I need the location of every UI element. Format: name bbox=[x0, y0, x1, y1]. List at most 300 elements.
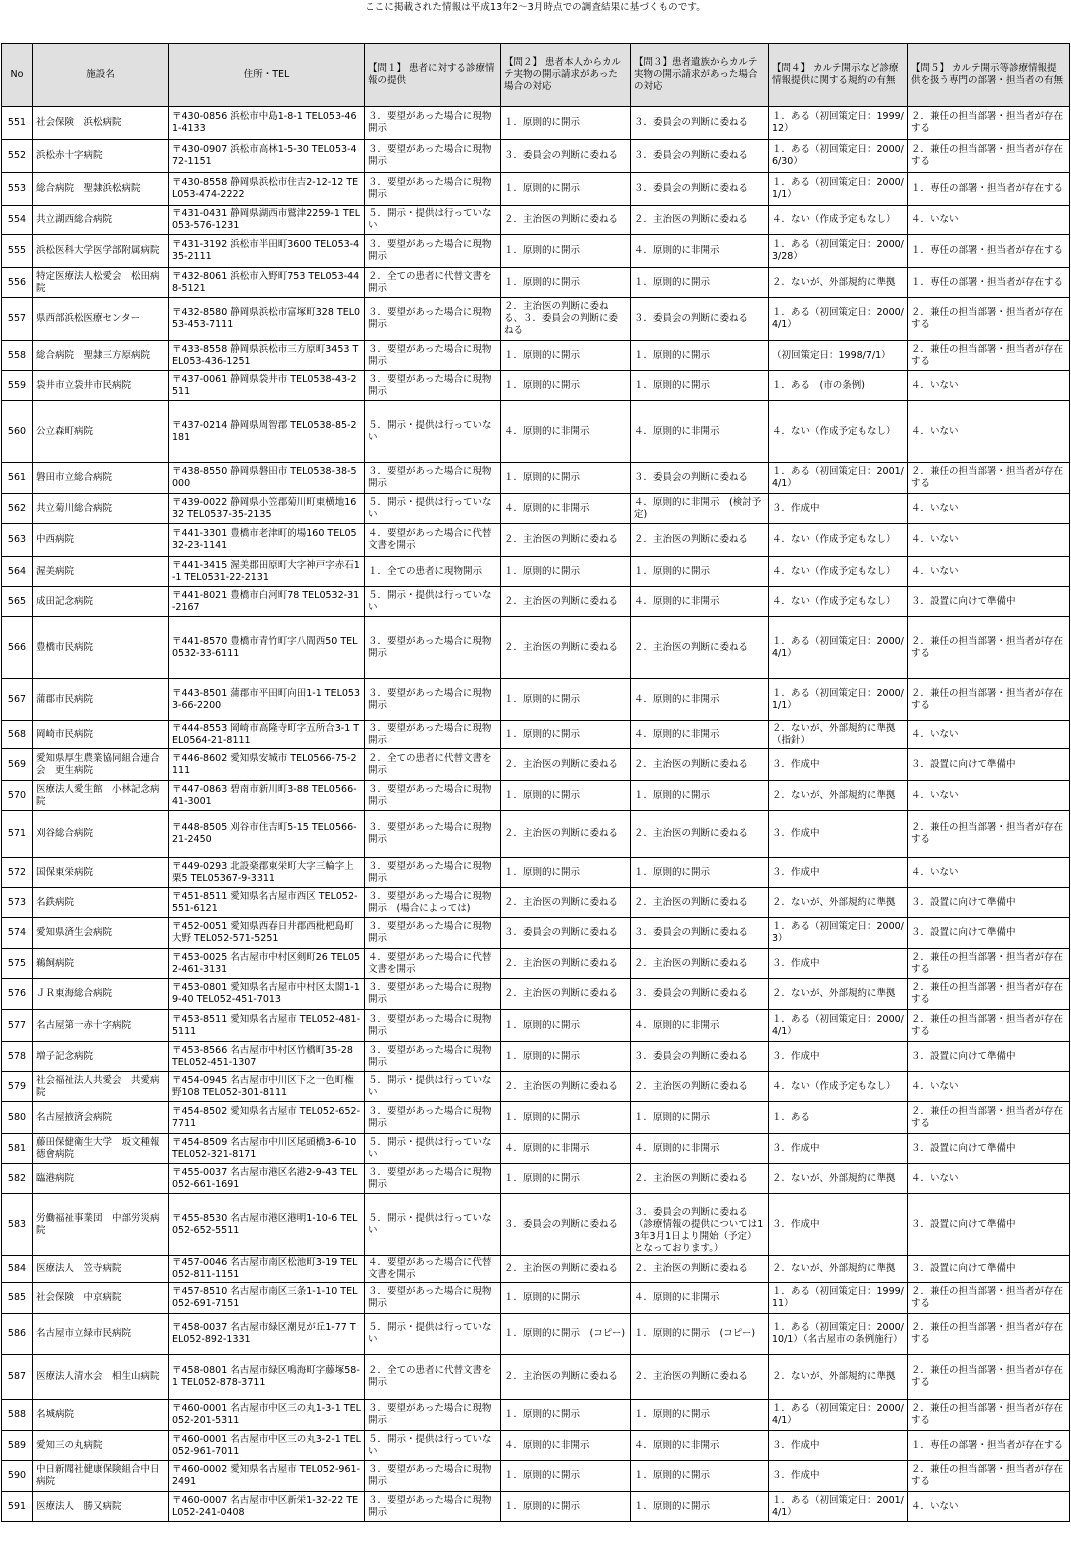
cell-q5-text: ３．設置に向けて準備中 bbox=[911, 1263, 1016, 1274]
cell-q4-text: ３．作成中 bbox=[772, 1439, 820, 1451]
cell-name bbox=[33, 587, 169, 617]
cell-q1 bbox=[365, 1194, 501, 1256]
cell-q2-text: ２．主治医の判断に委ねる bbox=[504, 1371, 619, 1382]
cell-no-text: 562 bbox=[7, 502, 27, 514]
cell-q1-text: １．全ての患者に現物開示 bbox=[368, 565, 483, 577]
cell-q3-text: ４．原則的に非開示 bbox=[634, 1019, 720, 1031]
cell-q3 bbox=[631, 401, 769, 463]
cell-q5-text: ３．設置に向けて準備中 bbox=[911, 1050, 1016, 1062]
cell-no-text: 574 bbox=[7, 927, 27, 938]
cell-q5-text: ４．いない bbox=[911, 425, 959, 437]
cell-q4-text: ２．ないが、外部規約に準拠 bbox=[772, 276, 896, 288]
cell-no-text: 591 bbox=[7, 1500, 27, 1512]
cell-q5-text: ３．設置に向けて準備中 bbox=[911, 1218, 1016, 1230]
cell-q2 bbox=[501, 858, 631, 888]
cell-q1 bbox=[365, 557, 501, 587]
cell-q4-text: １．ある（初回策定日：2000/3） bbox=[772, 921, 904, 944]
cell-q2-text: ２．主治医の判断に委ねる bbox=[504, 1080, 619, 1092]
table-row bbox=[2, 918, 1070, 949]
cell-name-text: 総合病院 聖隷三方原病院 bbox=[36, 349, 151, 361]
cell-name-text: 総合病院 聖隷浜松病院 bbox=[36, 183, 141, 194]
cell-q3-text: ４．原則的に非開示 bbox=[634, 1142, 720, 1154]
cell-name-text: 社会保険 浜松病院 bbox=[36, 117, 122, 128]
cell-q5-text: １．専任の部署・担当者が存在する bbox=[911, 183, 1064, 194]
cell-address-text: 〒441-3415 渥美郡田原町大字神戸字赤石1-1 TEL0531-22-2131 bbox=[172, 559, 360, 583]
cell-q5 bbox=[908, 371, 1070, 401]
table-row bbox=[2, 463, 1070, 494]
cell-no-text: 571 bbox=[7, 828, 27, 839]
cell-q3-text: １．原則的に開示 bbox=[634, 276, 711, 288]
cell-address-text: 〒441-8570 豊橋市青竹町字八間西50 TEL0532-33-6111 bbox=[172, 635, 358, 659]
cell-q2 bbox=[501, 341, 631, 371]
table-row bbox=[2, 749, 1070, 781]
cell-q2 bbox=[501, 1072, 631, 1102]
cell-q3 bbox=[631, 679, 769, 721]
cell-q1 bbox=[365, 1492, 501, 1522]
header-row bbox=[2, 44, 1070, 107]
cell-no-text: 567 bbox=[7, 693, 27, 705]
cell-no bbox=[2, 107, 33, 140]
cell-q5 bbox=[908, 721, 1070, 749]
table-row bbox=[2, 811, 1070, 858]
cell-q2 bbox=[501, 206, 631, 235]
cell-name-text: 公立森町病院 bbox=[36, 425, 94, 437]
cell-q3 bbox=[631, 341, 769, 371]
table-row bbox=[2, 1042, 1070, 1072]
cell-q2-text: １．原則的に開示 bbox=[504, 245, 581, 256]
cell-q4-text: ２．ないが、外部規約に準拠 bbox=[772, 1371, 896, 1382]
cell-q5 bbox=[908, 858, 1070, 888]
cell-address bbox=[169, 679, 365, 721]
cell-address bbox=[169, 206, 365, 235]
cell-address bbox=[169, 781, 365, 811]
cell-q1-text: ３．要望があった場合に現物開示 bbox=[368, 1494, 492, 1518]
cell-q5-text: ４．いない bbox=[911, 1172, 959, 1184]
cell-address bbox=[169, 1461, 365, 1492]
cell-q5-text: ２．兼任の担当部署・担当者が存在する bbox=[911, 144, 1064, 167]
cell-q4 bbox=[769, 1134, 908, 1164]
cell-name bbox=[33, 679, 169, 721]
cell-q1-text: ３．要望があった場合に現物開示 bbox=[368, 466, 492, 489]
cell-address-text: 〒458-0801 名古屋市緑区鳴海町字藤塚58-1 TEL052-878-3711 bbox=[172, 1365, 360, 1388]
cell-q5-text: ４．いない bbox=[911, 866, 959, 878]
cell-q4-text: ４．ない（作成予定もなし） bbox=[772, 1080, 896, 1092]
cell-address bbox=[169, 463, 365, 494]
cell-name-text: 蒲郡市民病院 bbox=[36, 693, 94, 705]
cell-q3 bbox=[631, 1355, 769, 1400]
cell-q3-text: ２．主治医の判断に委ねる bbox=[634, 641, 749, 653]
cell-q2-text: ２．主治医の判断に委ねる bbox=[504, 988, 619, 999]
cell-q4-text: ２．ないが、外部規約に準拠（指針） bbox=[772, 722, 896, 746]
cell-q4 bbox=[769, 1461, 908, 1492]
table-row bbox=[2, 721, 1070, 749]
cell-q3-text: ３．委員会の判断に委ねる bbox=[634, 927, 749, 938]
cell-no bbox=[2, 401, 33, 463]
cell-q5 bbox=[908, 979, 1070, 1010]
cell-q1-text: ３．要望があった場合に現物開示 bbox=[368, 860, 492, 884]
cell-no bbox=[2, 235, 33, 268]
cell-no-text: 564 bbox=[7, 565, 27, 577]
cell-name-text: 磐田市立総合病院 bbox=[36, 472, 113, 483]
cell-q5-text: ３．設置に向けて準備中 bbox=[911, 1142, 1016, 1154]
cell-name-text: 刈谷総合病院 bbox=[36, 828, 94, 839]
cell-name bbox=[33, 949, 169, 979]
cell-q1-text: ３．要望があった場合に現物開示 bbox=[368, 1286, 492, 1309]
cell-q2 bbox=[501, 749, 631, 781]
cell-q2-text: １．原則的に開示 bbox=[504, 1409, 581, 1420]
cell-q4 bbox=[769, 721, 908, 749]
cell-q3 bbox=[631, 1283, 769, 1314]
cell-name-text: 医療法人 笠寺病院 bbox=[36, 1263, 122, 1274]
cell-address bbox=[169, 1283, 365, 1314]
cell-q5 bbox=[908, 1431, 1070, 1461]
cell-q4-text: １．ある（初回策定日：2000/4/1） bbox=[772, 307, 904, 330]
cell-no bbox=[2, 781, 33, 811]
cell-q1-text: ５．開示・提供は行っていない bbox=[368, 419, 492, 443]
cell-no-text: 556 bbox=[7, 276, 27, 288]
cell-q1 bbox=[365, 1314, 501, 1355]
cell-q4 bbox=[769, 1256, 908, 1283]
cell-q2-text: ２．主治医の判断に委ねる bbox=[504, 534, 619, 545]
cell-q2-text: ３．委員会の判断に委ねる bbox=[504, 1218, 619, 1230]
cell-name bbox=[33, 268, 169, 298]
cell-address bbox=[169, 235, 365, 268]
cell-name-text: ＪＲ東海総合病院 bbox=[36, 988, 113, 999]
cell-q5 bbox=[908, 1492, 1070, 1522]
cell-q5 bbox=[908, 1400, 1070, 1431]
cell-address-text: 〒449-0293 北設楽郡東栄町大字三輪字上栗5 TEL05367-9-3311 bbox=[172, 860, 354, 884]
cell-q4 bbox=[769, 298, 908, 341]
table-row bbox=[2, 587, 1070, 617]
cell-no bbox=[2, 679, 33, 721]
cell-no bbox=[2, 721, 33, 749]
cell-q5-text: １．専任の部署・担当者が存在する bbox=[911, 1439, 1064, 1451]
cell-q3 bbox=[631, 1072, 769, 1102]
cell-q3-text: １．原則的に開示 bbox=[634, 789, 711, 801]
cell-address-text: 〒460-0001 名古屋市中区三の丸1-3-1 TEL052-201-5311 bbox=[172, 1403, 361, 1426]
cell-q2-text: ３．委員会の判断に委ねる bbox=[504, 150, 619, 161]
cell-no bbox=[2, 298, 33, 341]
table-row bbox=[2, 617, 1070, 679]
cell-q5-text: ４．いない bbox=[911, 1500, 959, 1512]
cell-q1 bbox=[365, 1042, 501, 1072]
cell-q1 bbox=[365, 1256, 501, 1283]
cell-q2-text: ４．原則的に非開示 bbox=[504, 502, 590, 514]
cell-q3 bbox=[631, 1134, 769, 1164]
cell-q2-text: ３．委員会の判断に委ねる bbox=[504, 927, 619, 938]
cell-q5 bbox=[908, 1042, 1070, 1072]
cell-q3 bbox=[631, 781, 769, 811]
cell-q3-text: １．原則的に開示 bbox=[634, 565, 711, 577]
table-row bbox=[2, 1134, 1070, 1164]
cell-q5-text: ２．兼任の担当部署・担当者が存在する bbox=[911, 1403, 1064, 1426]
cell-q1-text: ５．開示・提供は行っていない bbox=[368, 496, 492, 520]
cell-q3 bbox=[631, 524, 769, 557]
cell-no bbox=[2, 268, 33, 298]
cell-q5 bbox=[908, 341, 1070, 371]
cell-q2 bbox=[501, 1164, 631, 1194]
cell-q1 bbox=[365, 1072, 501, 1102]
cell-q4-text: ３．作成中 bbox=[772, 866, 820, 878]
cell-address-text: 〒448-8505 刈谷市住吉町5-15 TEL0566-21-2450 bbox=[172, 822, 357, 845]
cell-q4-text: ３．作成中 bbox=[772, 828, 820, 839]
table-row bbox=[2, 341, 1070, 371]
cell-q3-text: ３．委員会の判断に委ねる bbox=[634, 313, 749, 324]
cell-q3 bbox=[631, 140, 769, 173]
cell-q2-text: ２．主治医の判断に委ねる、３．委員会の判断に委ねる bbox=[504, 301, 619, 336]
cell-q1 bbox=[365, 1283, 501, 1314]
cell-q2 bbox=[501, 679, 631, 721]
cell-q3-text: ４．原則的に非開示 bbox=[634, 245, 720, 256]
cell-q5 bbox=[908, 587, 1070, 617]
cell-no bbox=[2, 749, 33, 781]
cell-q1 bbox=[365, 888, 501, 918]
cell-address bbox=[169, 979, 365, 1010]
cell-q5-text: ２．兼任の担当部署・担当者が存在する bbox=[911, 1013, 1064, 1037]
table-row bbox=[2, 1492, 1070, 1522]
cell-q1 bbox=[365, 107, 501, 140]
table-row bbox=[2, 1283, 1070, 1314]
table-row bbox=[2, 1400, 1070, 1431]
cell-q2-text: ２．主治医の判断に委ねる bbox=[504, 595, 619, 607]
cell-no bbox=[2, 1010, 33, 1042]
cell-address-text: 〒430-8558 静岡県浜松市住吉2-12-12 TEL053-474-2222 bbox=[172, 177, 359, 200]
cell-q5 bbox=[908, 524, 1070, 557]
cell-q5 bbox=[908, 811, 1070, 858]
cell-q5 bbox=[908, 107, 1070, 140]
cell-address-text: 〒433-8558 静岡県浜松市三方原町3453 TEL053-436-1251 bbox=[172, 343, 359, 367]
cell-q5 bbox=[908, 268, 1070, 298]
cell-q3-text: ２．主治医の判断に委ねる bbox=[634, 1263, 749, 1274]
cell-q3 bbox=[631, 206, 769, 235]
cell-q1 bbox=[365, 617, 501, 679]
cell-q3-text: ３．委員会の判断に委ねる bbox=[634, 472, 749, 483]
cell-q2 bbox=[501, 371, 631, 401]
cell-q3 bbox=[631, 371, 769, 401]
cell-q1 bbox=[365, 749, 501, 781]
cell-q4-text: ４．ない（作成予定もなし） bbox=[772, 214, 896, 225]
cell-q2 bbox=[501, 1461, 631, 1492]
cell-q4 bbox=[769, 918, 908, 949]
cell-name-text: 岡崎市民病院 bbox=[36, 728, 94, 740]
cell-q1-text: ３．要望があった場合に現物開示 bbox=[368, 239, 492, 262]
cell-name-text: 渥美病院 bbox=[36, 565, 75, 577]
cell-q2 bbox=[501, 463, 631, 494]
cell-no-text: 560 bbox=[7, 425, 27, 437]
cell-q5-text: ２．兼任の担当部署・担当者が存在する bbox=[911, 1322, 1064, 1345]
cell-q2 bbox=[501, 587, 631, 617]
table-row bbox=[2, 1072, 1070, 1102]
cell-q5 bbox=[908, 888, 1070, 918]
cell-q3-text: ２．主治医の判断に委ねる bbox=[634, 758, 749, 770]
cell-q3 bbox=[631, 1194, 769, 1256]
cell-q2-text: １．原則的に開示 bbox=[504, 728, 581, 740]
cell-q5-text: ４．いない bbox=[911, 502, 959, 514]
cell-q1 bbox=[365, 341, 501, 371]
cell-q5-text: ２．兼任の担当部署・担当者が存在する bbox=[911, 982, 1064, 1005]
cell-address bbox=[169, 107, 365, 140]
cell-q3 bbox=[631, 494, 769, 524]
cell-q3-text: １．原則的に開示 bbox=[634, 1500, 711, 1512]
cell-address bbox=[169, 1164, 365, 1194]
cell-q3-text: ３．委員会の判断に委ねる（診療情報の提供については13年3月1日より開始（予定）となっております。） bbox=[634, 1206, 764, 1254]
cell-no bbox=[2, 1492, 33, 1522]
cell-q1 bbox=[365, 679, 501, 721]
cell-q5 bbox=[908, 494, 1070, 524]
cell-address bbox=[169, 949, 365, 979]
cell-q4 bbox=[769, 341, 908, 371]
cell-q5-text: ２．兼任の担当部署・担当者が存在する bbox=[911, 635, 1064, 659]
cell-q5-text: ３．設置に向けて準備中 bbox=[911, 927, 1016, 938]
cell-name-text: 名城病院 bbox=[36, 1409, 75, 1420]
cell-q3 bbox=[631, 557, 769, 587]
cell-q2 bbox=[501, 1492, 631, 1522]
cell-q2 bbox=[501, 918, 631, 949]
cell-q4-text: ３．作成中 bbox=[772, 1142, 820, 1154]
cell-q3-text: ３．委員会の判断に委ねる bbox=[634, 1050, 749, 1062]
cell-q4 bbox=[769, 107, 908, 140]
cell-q5-text: ４．いない bbox=[911, 214, 959, 225]
cell-q4 bbox=[769, 1431, 908, 1461]
cell-q3 bbox=[631, 107, 769, 140]
cell-name-text: 豊橋市民病院 bbox=[36, 641, 94, 653]
cell-address bbox=[169, 524, 365, 557]
cell-name bbox=[33, 1042, 169, 1072]
cell-q5-text: ４．いない bbox=[911, 379, 959, 391]
table-row bbox=[2, 888, 1070, 918]
cell-q4 bbox=[769, 1283, 908, 1314]
cell-no-text: 579 bbox=[7, 1080, 27, 1092]
cell-address-text: 〒452-0051 愛知県西春日井郡西枇杷島町大野 TEL052-571-5251 bbox=[172, 921, 354, 944]
cell-address-text: 〒438-8550 静岡県磐田市 TEL0538-38-5000 bbox=[172, 466, 357, 489]
cell-no-text: 561 bbox=[7, 472, 27, 483]
cell-address-text: 〒453-0801 愛知県名古屋市中村区太閤1-19-40 TEL052-451-7013 bbox=[172, 982, 360, 1005]
cell-no-text: 576 bbox=[7, 988, 27, 999]
cell-q2-text: １．原則的に開示 bbox=[504, 1470, 581, 1481]
cell-q2-text: １．原則的に開示 bbox=[504, 1111, 581, 1123]
cell-q4 bbox=[769, 1010, 908, 1042]
cell-q4 bbox=[769, 557, 908, 587]
cell-q4-text: ４．ない（作成予定もなし） bbox=[772, 425, 896, 437]
cell-q2-text: １．原則的に開示 bbox=[504, 866, 581, 878]
cell-q5-text: ２．兼任の担当部署・担当者が存在する bbox=[911, 1105, 1064, 1129]
cell-q4-text: ２．ないが、外部規約に準拠 bbox=[772, 789, 896, 801]
table-row bbox=[2, 1164, 1070, 1194]
cell-name bbox=[33, 1194, 169, 1256]
cell-name bbox=[33, 749, 169, 781]
cell-address-text: 〒437-0061 静岡県袋井市 TEL0538-43-2511 bbox=[172, 373, 357, 397]
cell-q1 bbox=[365, 268, 501, 298]
cell-no-text: 554 bbox=[7, 214, 27, 225]
cell-no-text: 563 bbox=[7, 534, 27, 545]
column-header-address: 住所・TEL bbox=[169, 44, 365, 107]
cell-q1-text: ３．要望があった場合に現物開示 bbox=[368, 373, 492, 397]
cell-no bbox=[2, 341, 33, 371]
cell-q1 bbox=[365, 811, 501, 858]
cell-q3-text: ３．委員会の判断に委ねる bbox=[634, 117, 749, 128]
cell-q1 bbox=[365, 371, 501, 401]
cell-address bbox=[169, 494, 365, 524]
cell-q2 bbox=[501, 494, 631, 524]
cell-address-text: 〒447-0863 碧南市新川町3-88 TEL0566-41-3001 bbox=[172, 783, 357, 807]
cell-no-text: 566 bbox=[7, 641, 27, 653]
cell-name bbox=[33, 1283, 169, 1314]
cell-q5 bbox=[908, 235, 1070, 268]
cell-q4-text: １．ある（初回策定日：2000/10/1）（名古屋市の条例施行） bbox=[772, 1322, 904, 1345]
cell-q3-text: ４．原則的に非開示 bbox=[634, 1292, 720, 1303]
cell-address-text: 〒451-8511 愛知県名古屋市西区 TEL052-551-6121 bbox=[172, 890, 358, 914]
cell-address bbox=[169, 1134, 365, 1164]
table-row bbox=[2, 858, 1070, 888]
table-row bbox=[2, 1314, 1070, 1355]
cell-address-text: 〒430-0856 浜松市中島1-8-1 TEL053-461-4133 bbox=[172, 111, 357, 134]
cell-no bbox=[2, 587, 33, 617]
cell-address-text: 〒457-0046 名古屋市南区松池町3-19 TEL052-811-1151 bbox=[172, 1257, 358, 1280]
cell-q4 bbox=[769, 494, 908, 524]
cell-no-text: 580 bbox=[7, 1111, 27, 1123]
cell-address bbox=[169, 1042, 365, 1072]
table-row bbox=[2, 401, 1070, 463]
cell-q1-text: ２．全ての患者に代替文書を開示 bbox=[368, 270, 492, 294]
cell-name bbox=[33, 1314, 169, 1355]
cell-q1-text: ２．全ての患者に代替文書を開示 bbox=[368, 1365, 492, 1388]
cell-q3 bbox=[631, 1431, 769, 1461]
cell-q5-text: ３．設置に向けて準備中 bbox=[911, 758, 1016, 770]
cell-q2-text: ２．主治医の判断に委ねる bbox=[504, 1263, 619, 1274]
cell-q1-text: ３．要望があった場合に現物開示 bbox=[368, 822, 492, 845]
cell-q4-text: １．ある（初回策定日：2000/4/1） bbox=[772, 1013, 904, 1037]
cell-no-text: 570 bbox=[7, 789, 27, 801]
cell-q1 bbox=[365, 494, 501, 524]
cell-no bbox=[2, 1355, 33, 1400]
cell-name-text: 中日新聞社健康保険組合中日病院 bbox=[36, 1464, 160, 1487]
cell-q5 bbox=[908, 1461, 1070, 1492]
cell-q3-text: ４．原則的に非開示 bbox=[634, 1439, 720, 1451]
cell-q2 bbox=[501, 401, 631, 463]
cell-address bbox=[169, 173, 365, 206]
table-row bbox=[2, 235, 1070, 268]
cell-q5-text: ２．兼任の担当部署・担当者が存在する bbox=[911, 111, 1064, 134]
cell-q5 bbox=[908, 401, 1070, 463]
cell-q4-text: ４．ない（作成予定もなし） bbox=[772, 534, 896, 545]
cell-q3-text: ４．原則的に非開示 bbox=[634, 693, 720, 705]
cell-address-text: 〒453-0025 名古屋市中村区剣町26 TEL052-461-3131 bbox=[172, 951, 361, 975]
cell-name bbox=[33, 298, 169, 341]
cell-q3-text: １．原則的に開示 bbox=[634, 1409, 711, 1420]
cell-name-text: 社会福祉法人共愛会 共愛病院 bbox=[36, 1074, 160, 1098]
cell-name bbox=[33, 1010, 169, 1042]
cell-q4-text: １．ある（初回策定日：2000/4/1） bbox=[772, 1403, 904, 1426]
cell-q5-text: ３．設置に向けて準備中 bbox=[911, 896, 1016, 908]
cell-name-text: 医療法人 勝又病院 bbox=[36, 1500, 122, 1512]
cell-q1 bbox=[365, 1134, 501, 1164]
cell-no bbox=[2, 1256, 33, 1283]
table-row bbox=[2, 173, 1070, 206]
cell-name-text: 増子記念病院 bbox=[36, 1050, 94, 1062]
cell-q2-text: ４．原則的に非開示 bbox=[504, 425, 590, 437]
cell-q3 bbox=[631, 617, 769, 679]
cell-name-text: 愛知三の丸病院 bbox=[36, 1439, 103, 1451]
cell-name-text: 藤田保健衛生大学 坂文種報德會病院 bbox=[36, 1136, 160, 1160]
cell-q5-text: ２．兼任の担当部署・担当者が存在する bbox=[911, 687, 1064, 711]
cell-q5 bbox=[908, 1010, 1070, 1042]
cell-q3-text: ２．主治医の判断に委ねる bbox=[634, 1080, 749, 1092]
cell-q4-text: ３．作成中 bbox=[772, 957, 820, 969]
cell-q2-text: ２．主治医の判断に委ねる bbox=[504, 214, 619, 225]
cell-name-text: 鵜飼病院 bbox=[36, 957, 75, 969]
cell-q4 bbox=[769, 1314, 908, 1355]
cell-q5-text: ３．設置に向けて準備中 bbox=[911, 595, 1016, 607]
